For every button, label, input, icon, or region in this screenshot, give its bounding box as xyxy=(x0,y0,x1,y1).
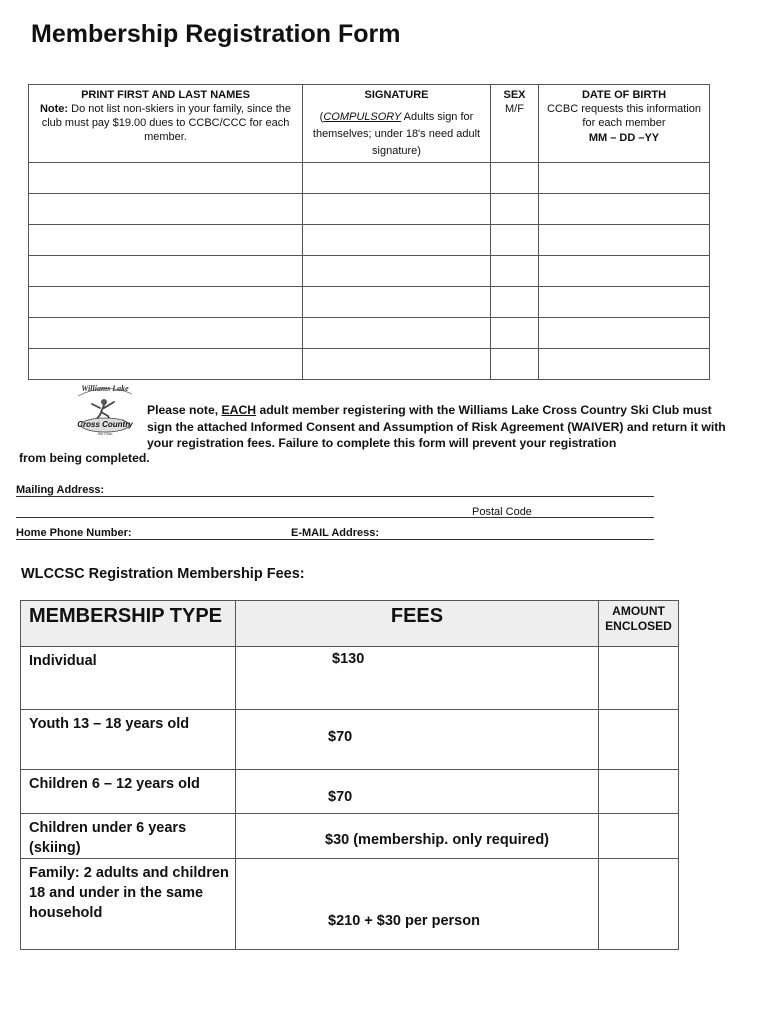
sex-cell[interactable] xyxy=(491,163,539,194)
fee-value: $130 xyxy=(332,651,365,667)
signature-cell[interactable] xyxy=(303,225,491,256)
fee-row xyxy=(21,710,679,770)
sex-cell[interactable] xyxy=(491,225,539,256)
signature-open-paren: ( xyxy=(319,111,324,123)
fee-value: $70 xyxy=(328,729,353,745)
member-row xyxy=(29,318,710,349)
notice-part2: adult member registering with the Williams Lake Cross Country Ski Club must sign the attached Informed Consent and Assumption of Risk Agreement (WAIVER) and return it with your registration fees. Failure to complete this form will prevent your registration xyxy=(147,403,726,450)
membership-type-cell: Youth 13 – 18 years old xyxy=(21,710,236,770)
sex-options: M/F xyxy=(505,103,524,115)
amount-enclosed-cell[interactable] xyxy=(599,647,679,710)
fee-value: $210 + $30 per person xyxy=(328,913,480,929)
name-cell[interactable] xyxy=(29,225,303,256)
dob-header xyxy=(539,85,710,163)
membership-type-cell: Children 6 – 12 years old xyxy=(21,770,236,814)
skier-club-logo xyxy=(74,380,136,438)
dob-cell[interactable] xyxy=(539,225,710,256)
signature-header xyxy=(303,85,491,163)
signature-cell[interactable] xyxy=(303,163,491,194)
signature-cell[interactable] xyxy=(303,349,491,380)
amount-enclosed-cell[interactable] xyxy=(599,770,679,814)
dob-cell[interactable] xyxy=(539,194,710,225)
sex-cell[interactable] xyxy=(491,256,539,287)
name-cell[interactable] xyxy=(29,163,303,194)
amount-enclosed-cell[interactable] xyxy=(599,859,679,950)
sex-cell[interactable] xyxy=(491,318,539,349)
member-row xyxy=(29,194,710,225)
signature-compulsory: COMPULSORY xyxy=(323,111,402,123)
fees-section-title: WLCCSC Registration Membership Fees: xyxy=(21,566,305,582)
name-cell[interactable] xyxy=(29,287,303,318)
name-cell[interactable] xyxy=(29,349,303,380)
fee-value: $70 xyxy=(328,789,353,805)
signature-cell[interactable] xyxy=(303,194,491,225)
signature-cell[interactable] xyxy=(303,318,491,349)
dob-cell[interactable] xyxy=(539,318,710,349)
form-title: Membership Registration Form xyxy=(31,20,401,48)
member-row xyxy=(29,287,710,318)
dob-format: MM – DD –YY xyxy=(588,132,660,144)
amount-enclosed-header: AMOUNT ENCLOSED xyxy=(599,601,679,647)
fee-cell xyxy=(236,710,599,770)
fee-row xyxy=(21,647,679,710)
dob-cell[interactable] xyxy=(539,256,710,287)
names-header xyxy=(29,85,303,163)
notice-each: EACH xyxy=(221,403,257,417)
member-row xyxy=(29,349,710,380)
logo-line-3: Ski Club xyxy=(97,431,113,436)
sex-header xyxy=(491,85,539,163)
amount-enclosed-cell[interactable] xyxy=(599,710,679,770)
postal-code-label: Postal Code xyxy=(472,506,532,518)
names-header-title: PRINT FIRST AND LAST NAMES xyxy=(81,89,250,101)
membership-type-cell: Children under 6 years (skiing) xyxy=(21,814,236,859)
signature-header-title: SIGNATURE xyxy=(364,89,429,101)
signature-cell[interactable] xyxy=(303,287,491,318)
sex-cell[interactable] xyxy=(491,194,539,225)
membership-type-cell: Individual xyxy=(21,647,236,710)
names-note-label: Note: xyxy=(39,103,69,115)
fees-header: FEES xyxy=(236,601,599,647)
notice-tail: from being completed. xyxy=(19,451,150,465)
names-note-text: Do not list non-skiers in your family, since the club must pay $19.00 dues to CCBC/CCC for each member. xyxy=(41,103,292,143)
fee-value: $30 (membership. only required) xyxy=(325,832,550,848)
notice-part1: Please note, xyxy=(147,403,222,417)
waiver-notice xyxy=(147,402,727,452)
signature-cell[interactable] xyxy=(303,256,491,287)
mailing-address-line[interactable] xyxy=(16,496,654,497)
member-row xyxy=(29,256,710,287)
fees-header-row xyxy=(21,601,679,647)
fee-row xyxy=(21,770,679,814)
postal-code-line[interactable] xyxy=(16,517,654,518)
signature-note: Adults sign for themselves; under 18's need adult signature) xyxy=(312,111,481,157)
amount-enclosed-cell[interactable] xyxy=(599,814,679,859)
home-phone-label: Home Phone Number: xyxy=(16,527,132,539)
fee-cell xyxy=(236,859,599,950)
dob-header-title: DATE OF BIRTH xyxy=(581,89,667,101)
phone-email-line[interactable] xyxy=(16,539,654,540)
name-cell[interactable] xyxy=(29,318,303,349)
fee-row xyxy=(21,814,679,859)
dob-cell[interactable] xyxy=(539,163,710,194)
fee-row xyxy=(21,859,679,950)
logo-line-2: Cross Country xyxy=(77,420,133,429)
mailing-address-label: Mailing Address: xyxy=(16,484,105,496)
membership-type-cell: Family: 2 adults and children 18 and under in the same household xyxy=(21,859,236,950)
sex-cell[interactable] xyxy=(491,349,539,380)
dob-cell[interactable] xyxy=(539,349,710,380)
fees-table xyxy=(20,600,679,950)
dob-note: CCBC requests this information for each member xyxy=(546,103,702,129)
member-row xyxy=(29,163,710,194)
fee-cell xyxy=(236,647,599,710)
sex-header-title: SEX xyxy=(503,89,526,101)
fee-cell xyxy=(236,814,599,859)
logo-line-1: Williams Lake xyxy=(81,384,129,393)
registration-table xyxy=(28,84,710,380)
membership-type-header: MEMBERSHIP TYPE xyxy=(21,601,236,647)
registration-header-row xyxy=(29,85,710,163)
dob-cell[interactable] xyxy=(539,287,710,318)
sex-cell[interactable] xyxy=(491,287,539,318)
fee-cell xyxy=(236,770,599,814)
name-cell[interactable] xyxy=(29,194,303,225)
email-label: E-MAIL Address: xyxy=(291,527,380,539)
name-cell[interactable] xyxy=(29,256,303,287)
member-row xyxy=(29,225,710,256)
